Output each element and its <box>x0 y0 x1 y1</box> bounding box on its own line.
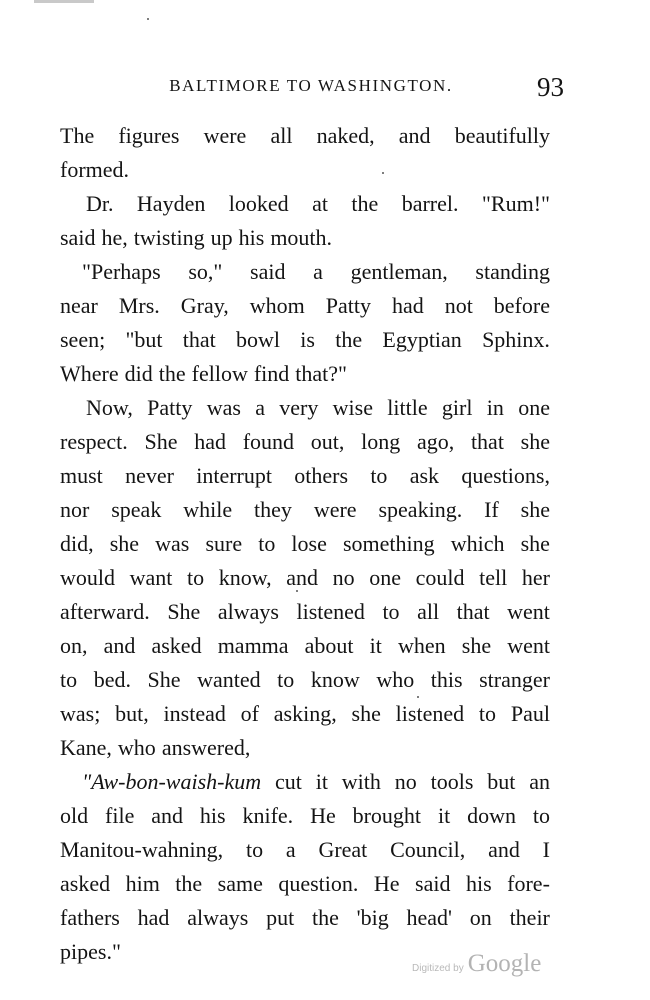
word: always <box>217 599 279 624</box>
word: know, <box>218 565 272 590</box>
word: his <box>199 803 226 828</box>
word: no <box>332 565 355 590</box>
word: not <box>444 293 473 318</box>
word: mouth. <box>270 225 333 250</box>
word: Dr. <box>86 191 114 216</box>
word: answered, <box>161 735 251 760</box>
word: Paul <box>510 701 550 726</box>
word: and <box>151 803 183 828</box>
word: near <box>60 293 98 318</box>
scan-edge-mark <box>34 0 94 3</box>
word: wise <box>332 395 373 420</box>
word: He <box>310 803 336 828</box>
word: listened <box>296 599 365 624</box>
word: to <box>478 701 497 726</box>
word: said <box>250 259 286 284</box>
word: listened <box>395 701 465 726</box>
word: an <box>529 769 550 794</box>
word: formed. <box>60 157 130 182</box>
word: speaking. <box>378 497 463 522</box>
word: She <box>167 599 201 624</box>
word: and <box>286 565 319 590</box>
word: put <box>266 905 295 930</box>
word: figures <box>118 123 180 148</box>
text-line <box>60 527 550 561</box>
word: on, <box>60 633 88 658</box>
word: that <box>470 429 504 454</box>
word: to <box>258 531 276 556</box>
word: and <box>103 633 136 658</box>
word: Hayden <box>136 191 206 216</box>
word: found <box>242 429 295 454</box>
google-logo: Google <box>467 950 542 977</box>
word: Kane, <box>60 735 112 760</box>
digitized-watermark <box>412 950 541 978</box>
word: went <box>507 599 550 624</box>
word: in <box>486 395 504 420</box>
text-line <box>60 153 550 187</box>
word: a <box>285 837 296 862</box>
word: their <box>509 905 550 930</box>
digitized-label: Digitized by <box>412 963 464 974</box>
text-line <box>60 119 550 153</box>
word: cut <box>274 769 302 794</box>
word: whom <box>249 293 305 318</box>
text-line <box>60 187 550 221</box>
word: she <box>109 531 140 556</box>
word: She <box>144 429 178 454</box>
word: to <box>60 667 78 692</box>
word: naked, <box>316 123 375 148</box>
word: file <box>105 803 135 828</box>
word: a <box>255 395 265 420</box>
word: out, <box>310 429 345 454</box>
word: Egyptian <box>382 327 462 352</box>
word: Patty <box>325 293 371 318</box>
word: Mrs. <box>118 293 160 318</box>
word: that?" <box>295 361 348 386</box>
text-line <box>60 323 550 357</box>
word: up <box>210 225 233 250</box>
word: that <box>456 599 490 624</box>
word: about <box>304 633 354 658</box>
word: had <box>194 429 226 454</box>
word: did <box>124 361 153 386</box>
text-line <box>60 663 550 697</box>
text-line <box>60 833 550 867</box>
word: ask <box>409 463 440 488</box>
word: find <box>253 361 290 386</box>
word: fore- <box>507 871 550 896</box>
word: he, <box>101 225 128 250</box>
word: with <box>341 769 381 794</box>
word: "but <box>125 327 163 352</box>
word: looked <box>228 191 289 216</box>
word: tools <box>430 769 474 794</box>
word: something <box>342 531 435 556</box>
word: wanted <box>197 667 261 692</box>
word: when <box>398 633 446 658</box>
word: He <box>373 871 400 896</box>
word: while <box>183 497 233 522</box>
word: but, <box>115 701 149 726</box>
word: bed. <box>93 667 131 692</box>
word: she <box>520 429 550 454</box>
word: said <box>415 871 451 896</box>
word: but <box>487 769 516 794</box>
word: she <box>351 701 381 726</box>
word: brought <box>352 803 422 828</box>
word: to <box>186 565 205 590</box>
word: his <box>465 871 492 896</box>
word: Gray, <box>180 293 229 318</box>
word: barrel. <box>401 191 459 216</box>
dust-speck <box>147 18 149 20</box>
word: questions, <box>461 463 550 488</box>
word: to <box>245 837 264 862</box>
text-line <box>60 357 550 391</box>
word: she <box>520 497 550 522</box>
word: instead <box>163 701 226 726</box>
word: interrupt <box>196 463 272 488</box>
word: know <box>310 667 360 692</box>
text-line <box>60 799 550 833</box>
text-line <box>60 765 550 799</box>
word: they <box>254 497 292 522</box>
word: girl <box>441 395 473 420</box>
word: her <box>521 565 550 590</box>
word: to <box>382 599 400 624</box>
text-line <box>60 493 550 527</box>
word: head' <box>406 905 452 930</box>
word: Now, <box>86 395 133 420</box>
word: always <box>187 905 249 930</box>
word: others <box>294 463 349 488</box>
text-line <box>60 901 550 935</box>
word: so," <box>188 259 223 284</box>
word: no <box>394 769 417 794</box>
word: If <box>484 497 499 522</box>
word: the <box>175 871 203 896</box>
word: lose <box>291 531 327 556</box>
word: had <box>137 905 170 930</box>
word: of <box>240 701 259 726</box>
word: one <box>518 395 550 420</box>
word: nor <box>60 497 90 522</box>
text-line <box>60 629 550 663</box>
word: gentleman, <box>350 259 448 284</box>
word: stranger <box>479 667 550 692</box>
word: never <box>125 463 174 488</box>
word: did, <box>60 531 94 556</box>
word: all <box>417 599 440 624</box>
word: pipes." <box>60 939 121 964</box>
word: tell <box>479 565 508 590</box>
word: the <box>351 191 379 216</box>
word: before <box>493 293 550 318</box>
word: afterward. <box>60 599 150 624</box>
word: she <box>461 633 492 658</box>
word: on <box>469 905 492 930</box>
word: Council, <box>390 837 466 862</box>
word: the <box>311 905 339 930</box>
word: had <box>391 293 424 318</box>
text-line <box>60 595 550 629</box>
word: is <box>300 327 315 352</box>
page-number: 93 <box>537 72 564 102</box>
word: asked <box>151 633 202 658</box>
word: 'big <box>356 905 389 930</box>
word: She <box>147 667 181 692</box>
word: it <box>437 803 451 828</box>
word: a <box>313 259 323 284</box>
word: very <box>279 395 319 420</box>
word: went <box>507 633 550 658</box>
word: beautifully <box>454 123 550 148</box>
text-line <box>60 255 550 289</box>
word: that <box>182 327 216 352</box>
word: Great <box>318 837 368 862</box>
word: his <box>238 225 265 250</box>
word: respect. <box>60 429 128 454</box>
word: Manitou-wahning, <box>60 837 224 862</box>
body-text <box>60 119 550 969</box>
word: and <box>488 837 520 862</box>
word: it <box>315 769 328 794</box>
word: long <box>361 429 401 454</box>
word: same <box>217 871 263 896</box>
word: fathers <box>60 905 120 930</box>
word: standing <box>475 259 550 284</box>
word: was <box>206 395 241 420</box>
word: said <box>60 225 96 250</box>
word: one <box>369 565 402 590</box>
word: Where <box>60 361 119 386</box>
word: at <box>312 191 328 216</box>
word: knife. <box>242 803 294 828</box>
word: and <box>398 123 431 148</box>
word: to <box>277 667 295 692</box>
word: fellow <box>191 361 248 386</box>
word: was; <box>60 701 101 726</box>
word: him <box>125 871 160 896</box>
text-line <box>60 221 550 255</box>
text-line <box>60 561 550 595</box>
word: seen; <box>60 327 106 352</box>
word: ago, <box>416 429 455 454</box>
word: could <box>415 565 465 590</box>
word: asking, <box>273 701 337 726</box>
word: asked <box>60 871 111 896</box>
word: want <box>129 565 173 590</box>
word: bowl <box>236 327 281 352</box>
word: "Aw-bon-waish-kum <box>82 769 262 794</box>
word: which <box>450 531 505 556</box>
running-title: BALTIMORE TO WASHINGTON. <box>169 76 453 95</box>
word: who <box>117 735 156 760</box>
text-line <box>60 697 550 731</box>
word: The <box>60 123 95 148</box>
text-line <box>60 867 550 901</box>
word: was <box>155 531 190 556</box>
word: question. <box>278 871 359 896</box>
word: "Perhaps <box>82 259 161 284</box>
word: speak <box>111 497 162 522</box>
word: twisting <box>133 225 205 250</box>
text-line <box>60 459 550 493</box>
word: to <box>370 463 388 488</box>
word: were <box>203 123 247 148</box>
word: were <box>313 497 357 522</box>
text-line <box>60 289 550 323</box>
word: the <box>335 327 363 352</box>
word: who <box>376 667 415 692</box>
text-line <box>60 425 550 459</box>
word: I <box>542 837 550 862</box>
word: Patty <box>147 395 193 420</box>
word: to <box>532 803 550 828</box>
running-header <box>60 76 562 106</box>
word: the <box>158 361 186 386</box>
word: it <box>369 633 382 658</box>
text-line <box>60 391 550 425</box>
word: she <box>520 531 550 556</box>
text-line <box>60 731 550 765</box>
word: must <box>60 463 103 488</box>
word: little <box>387 395 428 420</box>
word: sure <box>205 531 243 556</box>
word: "Rum!" <box>481 191 550 216</box>
word: mamma <box>217 633 289 658</box>
word: all <box>270 123 293 148</box>
word: Sphinx. <box>482 327 550 352</box>
word: old <box>60 803 89 828</box>
word: this <box>430 667 463 692</box>
word: would <box>60 565 115 590</box>
word: down <box>467 803 516 828</box>
